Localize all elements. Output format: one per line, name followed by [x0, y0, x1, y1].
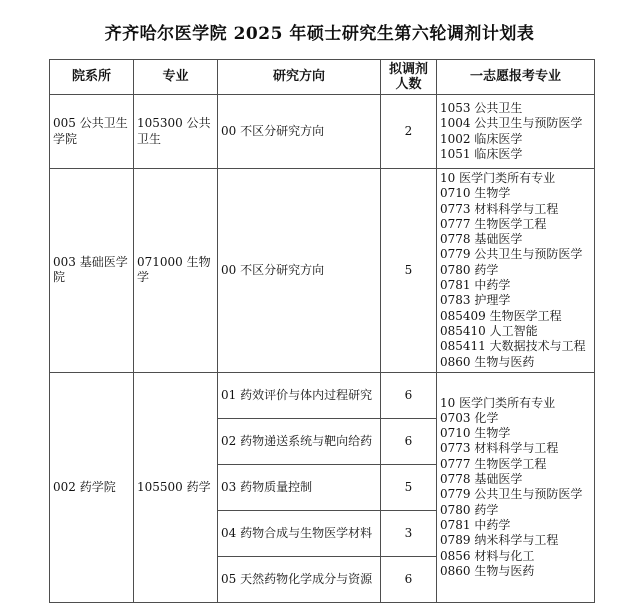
- direction-cell: 01 药效评价与体内过程研究: [218, 372, 381, 418]
- header-quota-label: 拟调剂人数: [388, 61, 428, 92]
- quota-cell: 5: [381, 169, 437, 373]
- first-choice-major-item: 0781 中药学: [440, 278, 511, 293]
- first-choice-major-item: 0778 基础医学: [440, 232, 523, 247]
- header-quota: [381, 60, 437, 95]
- first-choice-major-item: 0773 材料科学与工程: [440, 441, 559, 456]
- first-choice-major-item: 0703 化学: [440, 410, 499, 425]
- first-choice-majors-cell: [437, 372, 595, 602]
- first-choice-major-item: 10 医学门类所有专业: [440, 395, 556, 410]
- transfer-plan-table: [49, 59, 595, 603]
- quota-cell: 6: [381, 418, 437, 464]
- first-choice-majors-cell: [437, 169, 595, 373]
- first-choice-major-item: 10 医学门类所有专业: [440, 171, 556, 185]
- first-choice-major-item: 1051 临床医学: [440, 146, 523, 161]
- first-choice-major-item: 1053 公共卫生: [440, 100, 523, 115]
- first-choice-major-item: 0779 公共卫生与预防医学: [440, 247, 583, 262]
- quota-cell: 5: [381, 464, 437, 510]
- direction-cell: 03 药物质量控制: [218, 464, 381, 510]
- first-choice-major-item: 0773 材料科学与工程: [440, 201, 559, 216]
- quota-cell: 6: [381, 556, 437, 602]
- major-cell: 105300 公共卫生: [134, 95, 218, 169]
- header-department: 院系所: [50, 60, 134, 95]
- quota-cell: 3: [381, 510, 437, 556]
- major-cell: 105500 药学: [134, 372, 218, 602]
- first-choice-major-item: 0781 中药学: [440, 517, 511, 532]
- header-direction: 研究方向: [218, 60, 381, 95]
- first-choice-major-item: 0710 生物学: [440, 426, 511, 441]
- department-cell: 005 公共卫生学院: [50, 95, 134, 169]
- page-title: 齐齐哈尔医学院 2025 年硕士研究生第六轮调剂计划表: [104, 24, 535, 44]
- header-major: 专业: [134, 60, 218, 95]
- table-row: [50, 95, 595, 169]
- quota-cell: 2: [381, 95, 437, 169]
- first-choice-major-item: 0789 纳米科学与工程: [440, 533, 559, 548]
- major-cell: 071000 生物学: [134, 169, 218, 373]
- first-choice-major-item: 1004 公共卫生与预防医学: [440, 116, 583, 131]
- first-choice-major-item: 085410 人工智能: [440, 323, 538, 338]
- first-choice-major-item: 0780 药学: [440, 502, 499, 517]
- first-choice-major-item: 0860 生物与医药: [440, 563, 535, 578]
- table-body: [50, 95, 595, 603]
- first-choice-major-item: 0777 生物医学工程: [440, 456, 547, 471]
- first-choice-major-item: 085411 大数据技术与工程: [440, 339, 586, 354]
- direction-cell: 02 药物递送系统与靶向给药: [218, 418, 381, 464]
- table-row: [50, 372, 595, 418]
- direction-cell: 00 不区分研究方向: [218, 95, 381, 169]
- first-choice-major-item: 0779 公共卫生与预防医学: [440, 487, 583, 502]
- first-choice-major-item: 0778 基础医学: [440, 472, 523, 487]
- first-choice-major-item: 0777 生物医学工程: [440, 216, 547, 231]
- direction-cell: 04 药物合成与生物医学材料: [218, 510, 381, 556]
- direction-cell: 00 不区分研究方向: [218, 169, 381, 373]
- first-choice-major-item: 0710 生物学: [440, 186, 511, 201]
- first-choice-major-item: 0860 生物与医药: [440, 354, 535, 369]
- first-choice-majors-cell: [437, 95, 595, 169]
- department-cell: 003 基础医学院: [50, 169, 134, 373]
- first-choice-major-item: 0780 药学: [440, 262, 499, 277]
- table-header-row: [50, 60, 595, 95]
- first-choice-major-item: 0856 材料与化工: [440, 548, 535, 563]
- quota-cell: 6: [381, 372, 437, 418]
- first-choice-major-item: 1002 临床医学: [440, 131, 523, 146]
- first-choice-major-item: 0783 护理学: [440, 293, 511, 308]
- header-first-choice: 一志愿报考专业: [437, 60, 595, 95]
- first-choice-major-item: 085409 生物医学工程: [440, 308, 562, 323]
- table-row: [50, 169, 595, 373]
- direction-cell: 05 天然药物化学成分与资源: [218, 556, 381, 602]
- department-cell: 002 药学院: [50, 372, 134, 602]
